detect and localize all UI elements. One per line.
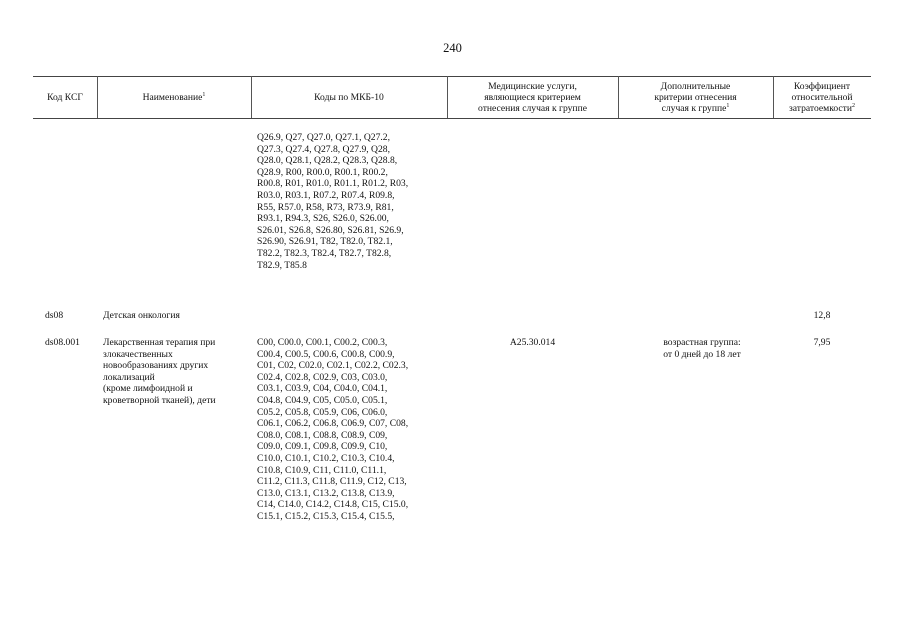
table-row-code: ds08 bbox=[45, 310, 64, 321]
table-row-mkb-codes: C00, C00.0, C00.1, C00.2, C00.3, C00.4, C00.5, C00.6, C00.8, C00.9, C01, C02, C02.0, C02.1, C02.2, C02.3, C02.4, C02.8, C02.9, C03, C03.0, C03.1, C03.9, C04, C04.0, C04.1, C04.8, C04.9, C05, C05.0, C05.1, C05.2, C05.8, C05.9, C06, C06.0, C06.1, C06.2, C06.8, C06.9, C07, C08, C08.0, C08.1, C08.8, C08.9, C09, C09.0, C09.1, C09.8, C09.9, C10, C10.0, C10.1, C10.2, C10.3, C10.4, C10.8, C10.9, C11, C11.0, C11.1, C11.2, C11.3, C11.8, C11.9, C12, C13, C13.0, C13.1, C13.2, C13.8, C13.9, C14, C14.0, C14.2, C14.8, C15, C15.0, C15.1, C15.2, C15.3, C15.4, C15.5, bbox=[257, 337, 409, 522]
table-row-name: Детская онкология bbox=[103, 310, 180, 321]
header-coefficient: Коэффициент относительной затратоемкости$^2$ bbox=[788, 80, 856, 114]
header-extra-criteria: Дополнительные критерии отнесения случая к группе$^1$ bbox=[654, 80, 737, 114]
table-row-service: A25.30.014 bbox=[509, 337, 556, 348]
table-header-bottom-rule bbox=[33, 118, 871, 119]
table-row-name: Лекарственная терапия при злокачественных новообразованиях других локализаций (кроме лимфоидной и кроветворной тканей), дети bbox=[103, 337, 216, 406]
table-row-code: ds08.001 bbox=[45, 337, 80, 348]
header-services: Медицинские услуги, являющиеся критерием отнесения случая к группе bbox=[478, 80, 587, 114]
header-mkb-codes: Коды по МКБ-10 bbox=[314, 91, 384, 103]
table-row-coefficient: 7,95 bbox=[813, 337, 831, 348]
table-row-criteria: возрастная группа: от 0 дней до 18 лет bbox=[663, 337, 741, 360]
page-number: 240 bbox=[443, 41, 462, 55]
table-row-mkb-codes: Q26.9, Q27, Q27.0, Q27.1, Q27.2, Q27.3, Q27.4, Q27.8, Q27.9, Q28, Q28.0, Q28.1, Q28.2, Q28.3, Q28.8, Q28.9, R00, R00.0, R00.1, R00.2, R00.8, R01, R01.0, R01.1, R01.2, R03, R03.0, R03.1, R07.2, R07.4, R09.8, R55, R57.0, R58, R73, R73.9, R81, R93.1, R94.3, S26, S26.0, S26.00, S26.01, S26.8, S26.80, S26.81, S26.9, S26.90, S26.91, T82, T82.0, T82.1, T82.2, T82.3, T82.4, T82.7, T82.8, T82.9, T85.8 bbox=[257, 132, 409, 271]
header-name: Наименование$^1$ bbox=[142, 91, 206, 103]
table-row-coefficient: 12,8 bbox=[813, 310, 831, 321]
header-code-ksg: Код КСГ bbox=[47, 91, 83, 103]
